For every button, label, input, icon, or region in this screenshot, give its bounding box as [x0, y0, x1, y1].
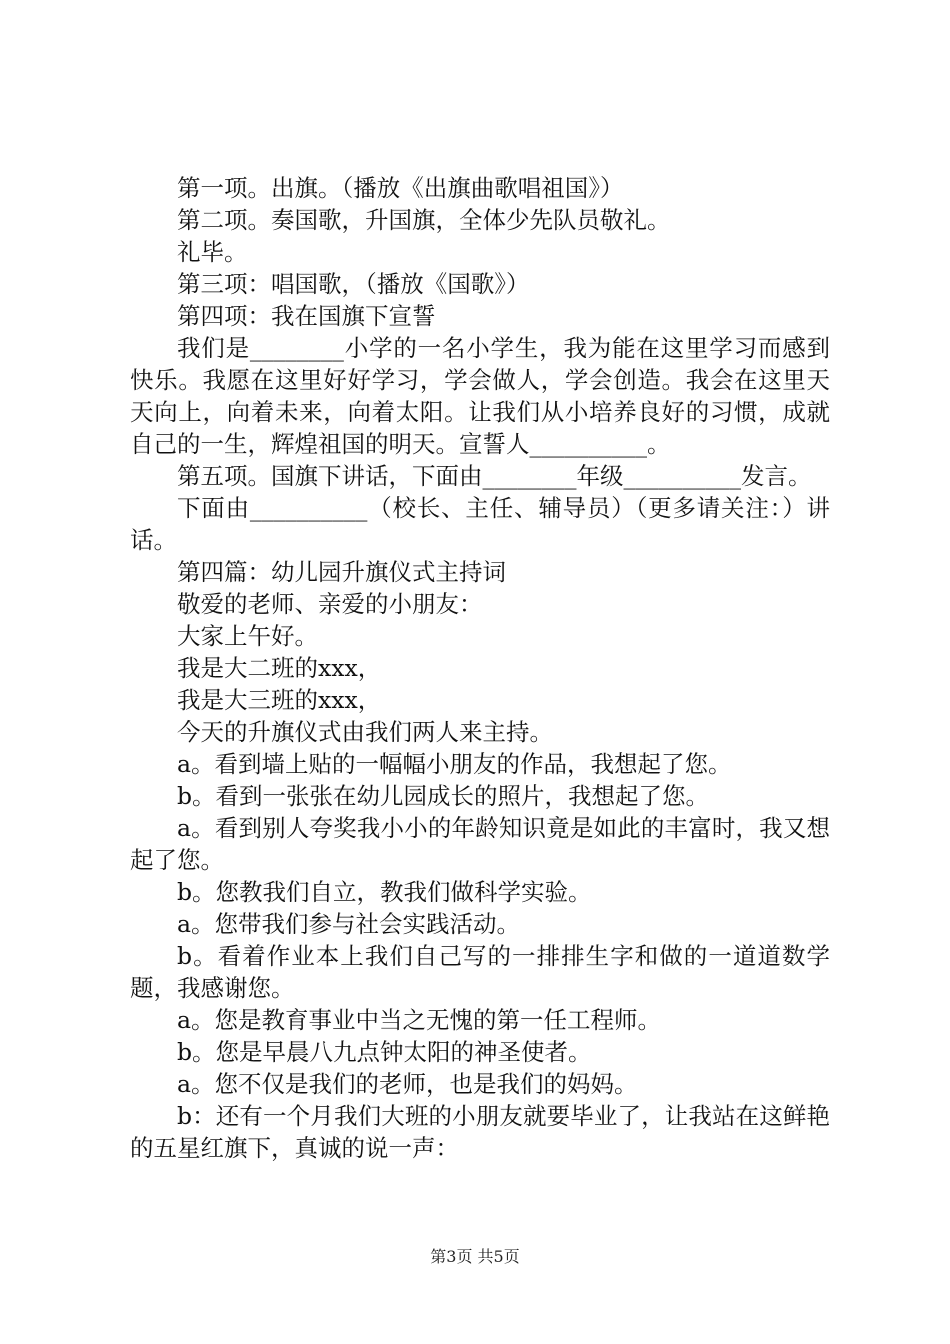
- paragraph: b。看着作业本上我们自己写的一排排生字和做的一道道数学题，我感谢您。: [130, 942, 830, 1002]
- section-heading: 第四篇：幼儿园升旗仪式主持词: [177, 558, 506, 586]
- text-line: a。您带我们参与社会实践活动。: [177, 910, 521, 938]
- paragraph: a。看到别人夸奖我小小的年龄知识竟是如此的丰富时，我又想起了您。: [130, 814, 830, 874]
- text-line: 第四项：我在国旗下宣誓: [177, 302, 436, 330]
- page-number-footer: 第3页 共5页: [430, 1247, 520, 1266]
- document-body: [130, 172, 830, 1164]
- paragraph-speaker: 下面由__________（校长、主任、辅导员）（更多请关注：）讲话。: [130, 494, 830, 554]
- text-line: 敬爱的老师、亲爱的小朋友：: [177, 590, 483, 618]
- text-line: 礼毕。: [177, 238, 248, 266]
- text-line: b。您教我们自立，教我们做科学实验。: [177, 878, 592, 906]
- text-line: 今天的升旗仪式由我们两人来主持。: [177, 718, 553, 746]
- text-line: 第二项。奏国歌，升国旗，全体少先队员敬礼。: [177, 206, 671, 234]
- text-line: 大家上午好。: [177, 622, 318, 650]
- text-line: a。看到墙上贴的一幅幅小朋友的作品，我想起了您。: [177, 750, 732, 778]
- text-line: 我是大二班的xxx，: [177, 654, 382, 682]
- text-line: a。您不仅是我们的老师，也是我们的妈妈。: [177, 1070, 638, 1098]
- text-line: b。看到一张张在幼儿园成长的照片，我想起了您。: [177, 782, 710, 810]
- text-line: 我是大三班的xxx，: [177, 686, 382, 714]
- text-line: 第三项：唱国歌，（播放《国歌》）: [177, 270, 530, 298]
- text-line: a。您是教育事业中当之无愧的第一任工程师。: [177, 1006, 662, 1034]
- paragraph-oath: 我们是________小学的一名小学生，我为能在这里学习而感到快乐。我愿在这里好好学习，学会做人，学会创造。我会在这里天天向上，向着未来，向着太阳。让我们从小培养良好的习惯，成就自己的一生，辉煌祖国的明天。宣誓人__________。: [130, 334, 830, 458]
- text-line: 第一项。出旗。（播放《出旗曲歌唱祖国》）: [177, 174, 624, 202]
- text-line: b。您是早晨八九点钟太阳的神圣使者。: [177, 1038, 592, 1066]
- paragraph-speech: 第五项。国旗下讲话，下面由________年级__________发言。: [177, 462, 812, 490]
- paragraph: b：还有一个月我们大班的小朋友就要毕业了，让我站在这鲜艳的五星红旗下，真诚的说一声：: [130, 1102, 830, 1162]
